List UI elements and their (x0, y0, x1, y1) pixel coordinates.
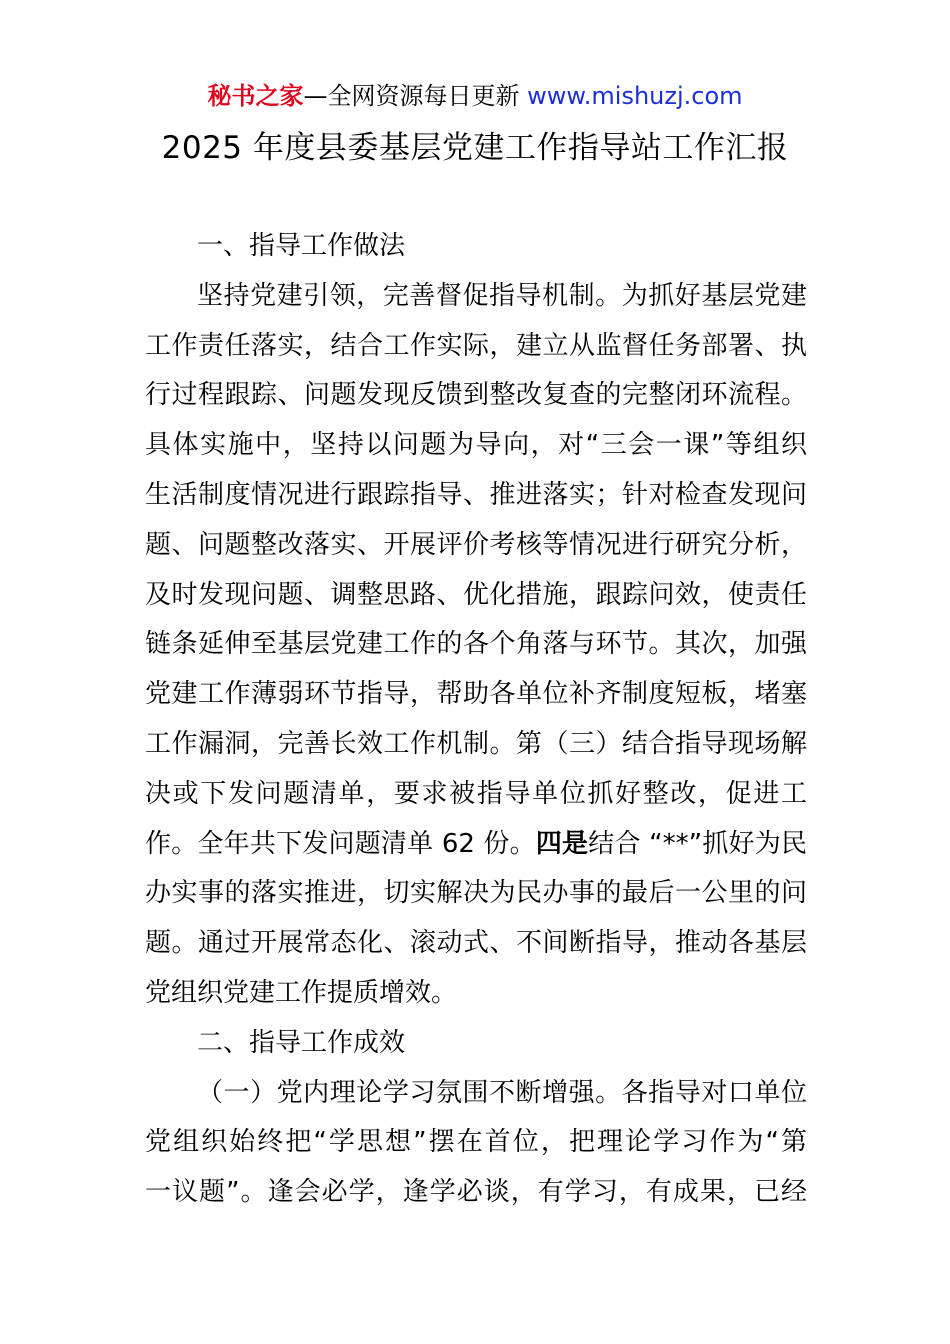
document-body (145, 222, 807, 1218)
section-heading-2: 二、指导工作成效 (197, 1027, 406, 1058)
paragraph-line: 一议题”。逢会必学，逢学必谈，有学习，有成果，已经 (145, 1177, 807, 1208)
paragraph-line: 工作漏洞，完善长效工作机制。第（三）结合指导现场解 (145, 728, 807, 759)
paragraph-line: （一）党内理论学习氛围不断增强。各指导对口单位 (197, 1077, 807, 1108)
paragraph-line: 题。通过开展常态化、滚动式、不间断指导，推动各基层 (145, 928, 807, 959)
paragraph-line: 链条延伸至基层党建工作的各个角落与环节。其次，加强 (145, 629, 807, 660)
paragraph-line: 党组织始终把“学思想”摆在首位，把理论学习作为“第 (145, 1127, 807, 1158)
site-brand: 秘书之家 (207, 82, 304, 110)
site-header (0, 78, 950, 114)
emphasis-text: 四是 (535, 828, 589, 859)
paragraph-line-mixed (145, 820, 807, 870)
section-heading-1: 一、指导工作做法 (197, 231, 406, 261)
paragraph-line: 决或下发问题清单，要求被指导单位抓好整改，促进工 (145, 778, 807, 809)
paragraph-line: 具体实施中，坚持以问题为导向，对“三会一课”等组织 (145, 430, 807, 461)
site-slogan: —全网资源每日更新 (303, 82, 528, 110)
paragraph-line: 生活制度情况进行跟踪指导、推进落实；针对检查发现问 (145, 479, 807, 510)
paragraph-line: 办实事的落实推进，切实解决为民办事的最后一公里的问 (145, 878, 807, 909)
document-title: 2025 年度县委基层党建工作指导站工作汇报 (161, 130, 789, 166)
paragraph-line: 工作责任落实，结合工作实际，建立从监督任务部署、执 (145, 330, 807, 361)
paragraph-line: 坚持党建引领，完善督促指导机制。为抓好基层党建 (197, 280, 807, 311)
paragraph-line: 题、问题整改落实、开展评价考核等情况进行研究分析， (145, 529, 807, 560)
site-url-link[interactable]: www.mishuzj.com (527, 82, 743, 110)
paragraph-text: 作。全年共下发问题清单 62 份。 (145, 828, 536, 859)
paragraph-line: 党组织党建工作提质增效。 (145, 977, 458, 1008)
paragraph-line: 党建工作薄弱环节指导，帮助各单位补齐制度短板，堵塞 (145, 679, 807, 710)
paragraph-text: 结合 “**”抓好为民 (588, 828, 807, 859)
paragraph-line: 行过程跟踪、问题发现反馈到整改复查的完整闭环流程。 (145, 380, 807, 411)
paragraph-line: 及时发现问题、调整思路、优化措施，跟踪问效，使责任 (145, 579, 807, 610)
